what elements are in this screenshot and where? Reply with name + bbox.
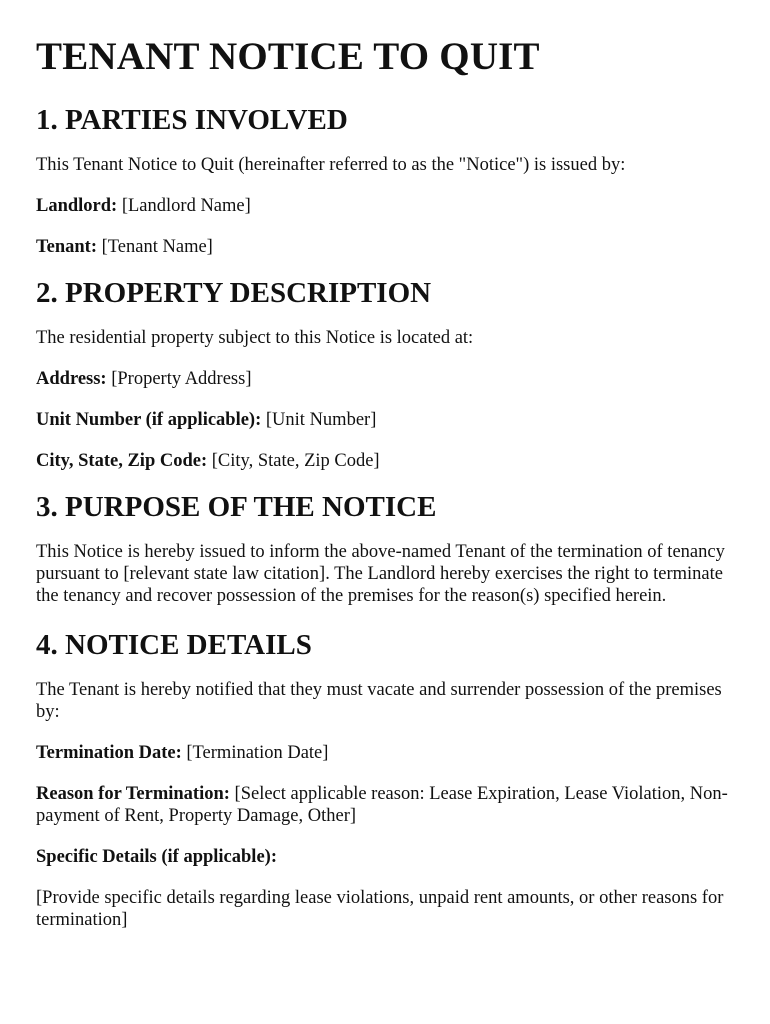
field-value: [Tenant Name] [101,237,213,257]
field-label: Tenant: [36,237,98,257]
field-value: [Landlord Name] [121,196,251,216]
field-landlord [36,195,736,217]
field-value: [Select applicable reason: Lease Expiration, Lease Violation, Non-payment of Rent, Property Damage, Other] [36,784,728,826]
field-label: Specific Details (if applicable): [36,847,277,867]
section-heading-property: 2. PROPERTY DESCRIPTION [36,277,432,309]
specific-details-placeholder: [Provide specific details regarding lease violations, unpaid rent amounts, or other reasons for termination] [36,888,724,930]
field-unit-number [36,409,736,431]
field-label: Landlord: [36,196,118,216]
field-termination-date [36,742,736,764]
document-title: TENANT NOTICE TO QUIT [36,35,540,78]
field-label: Address: [36,369,107,389]
field-value: [Property Address] [111,369,252,389]
field-reason-for-termination [36,783,736,827]
section-heading-parties: 1. PARTIES INVOLVED [36,104,348,136]
field-label: Unit Number (if applicable): [36,410,262,430]
field-value: [Unit Number] [265,410,377,430]
field-tenant [36,236,736,258]
field-value: [Termination Date] [186,743,329,763]
section-heading-notice-details: 4. NOTICE DETAILS [36,629,312,661]
field-label: City, State, Zip Code: [36,451,208,471]
field-label: Reason for Termination: [36,784,230,804]
field-city-state-zip [36,450,736,472]
notice-details-intro: The Tenant is hereby notified that they must vacate and surrender possession of the premises by: [36,680,722,722]
field-label: Termination Date: [36,743,182,763]
parties-intro: This Tenant Notice to Quit (hereinafter referred to as the "Notice") is issued by: [36,155,626,175]
purpose-body: This Notice is hereby issued to inform the above-named Tenant of the termination of tenancy pursuant to [relevant state law citation]. The Landlord hereby exercises the right to terminate the tenancy and recover possession of the premises for the reason(s) specified herein. [36,542,725,606]
field-address [36,368,736,390]
field-value: [City, State, Zip Code] [211,451,380,471]
section-heading-purpose: 3. PURPOSE OF THE NOTICE [36,491,437,523]
field-specific-details [36,846,736,868]
document [36,32,736,931]
property-intro: The residential property subject to this Notice is located at: [36,328,474,348]
